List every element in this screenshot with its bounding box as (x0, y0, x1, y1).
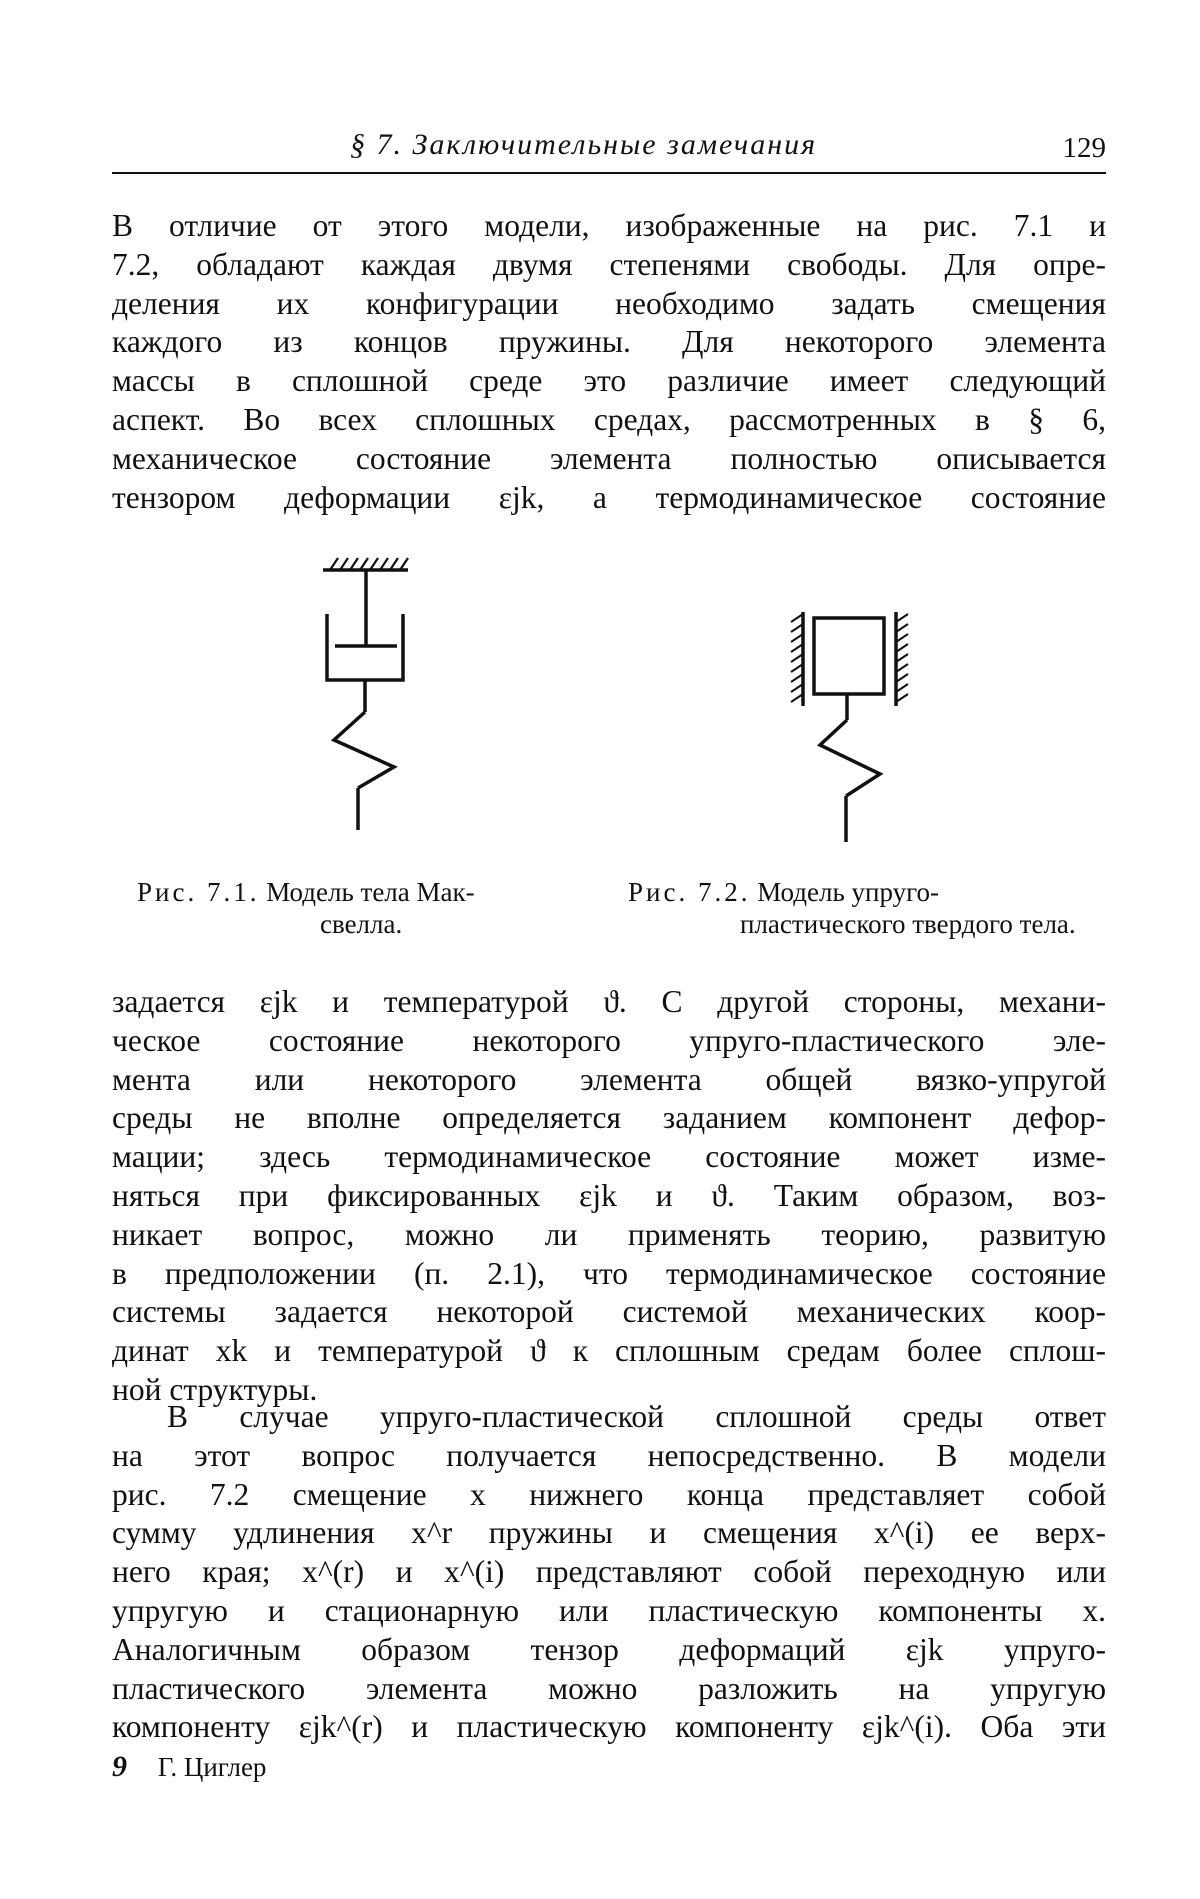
figure-7-1-caption-line-1: Модель тела Мак- (266, 877, 475, 907)
running-head-title: § 7. Заключительные замечания (350, 128, 818, 161)
figure-7-1-caption (137, 876, 577, 940)
paragraph-1 (112, 207, 1106, 517)
signature-mark: 9 (112, 1750, 127, 1783)
left-wall-hatching (791, 614, 803, 702)
figure-7-2-caption-line-1: Модель упруго- (757, 877, 940, 907)
text-line: 7.2, обладают каждая двумя степенями свободы. Для опре- (112, 246, 1106, 282)
text-line: механическое состояние элемента полностью описывается (112, 440, 1106, 476)
text-line: среды не вполне определяется заданием компонент дефор- (112, 1100, 1106, 1136)
text-line: мации; здесь термодинамическое состояние может изме- (112, 1139, 1106, 1175)
friction-block (814, 618, 884, 694)
text-line: в предположении (п. 2.1), что термодинамическое состояние (112, 1255, 1106, 1291)
text-line: никает вопрос, можно ли применять теорию, развитую (112, 1216, 1106, 1252)
text-line: ной структуры. (112, 1371, 318, 1407)
figure-7-1-label: Рис. 7.1. (137, 877, 260, 907)
elastoplastic-model-diagram (791, 612, 908, 842)
text-line: на этот вопрос получается непосредственно. В модели (112, 1437, 1106, 1473)
text-line: динат xk и температурой ϑ к сплошным средам более сплош- (112, 1333, 1106, 1369)
text-line: деления их конфигурации необходимо задать смещения (112, 285, 1106, 321)
text-line: пластического элемента можно разложить на упругую (112, 1670, 1106, 1706)
text-line: компоненту εjk^(r) и пластическую компоненту εjk^(i). Оба эти (112, 1709, 1106, 1745)
text-line: упругую и стационарную или пластическую компоненты x. (112, 1592, 1106, 1628)
figure-7-2-caption (628, 876, 1106, 940)
text-line: В отличие от этого модели, изображенные на рис. 7.1 и (112, 208, 1106, 243)
figure-7-2-label: Рис. 7.2. (628, 877, 751, 907)
maxwell-model-diagram (323, 558, 408, 830)
text-line: каждого из концов пружины. Для некоторого элемента (112, 324, 1106, 360)
figure-7-2-caption-line-2: пластического твердого тела. (740, 909, 1076, 939)
paragraph-2 (112, 983, 1106, 1410)
text-line: мента или некоторого элемента общей вязко-упругой (112, 1061, 1106, 1097)
figures-area (0, 540, 1200, 860)
text-line: системы задается некоторой системой механических коор- (112, 1294, 1106, 1330)
running-head (112, 126, 1106, 174)
spring-zigzag (334, 712, 394, 788)
text-line: задается εjk и температурой ϑ. С другой стороны, механи- (112, 984, 1106, 1019)
text-line: Аналогичным образом тензор деформаций εjk упруго- (112, 1631, 1106, 1667)
book-author: Г. Циглер (157, 1752, 267, 1782)
page-number: 129 (1062, 132, 1106, 164)
text-line: него края; x^(r) и x^(i) представляют собой переходную или (112, 1554, 1106, 1590)
spring-zigzag (820, 720, 880, 796)
text-line: тензором деформации εjk, а термодинамическое состояние (112, 479, 1106, 515)
page-footer (112, 1750, 266, 1784)
right-wall-hatching (896, 614, 908, 702)
text-line: рис. 7.2 смещение x нижнего конца представляет собой (112, 1476, 1106, 1512)
text-line: ческое состояние некоторого упруго-пластического эле- (112, 1022, 1106, 1058)
paragraph-3 (112, 1398, 1106, 1747)
ceiling-hatching (330, 558, 408, 570)
text-line: сумму удлинения x^r пружины и смещения x^(i) ее верх- (112, 1515, 1106, 1551)
figure-7-1-caption-line-2: свелла. (320, 909, 403, 939)
text-line: няться при фиксированных εjk и ϑ. Таким образом, воз- (112, 1177, 1106, 1213)
text-line: массы в сплошной среде это различие имеет следующий (112, 363, 1106, 399)
text-line: В случае упруго-пластической сплошной среды ответ (167, 1399, 1106, 1434)
text-line: аспект. Во всех сплошных средах, рассмотренных в § 6, (112, 401, 1106, 437)
